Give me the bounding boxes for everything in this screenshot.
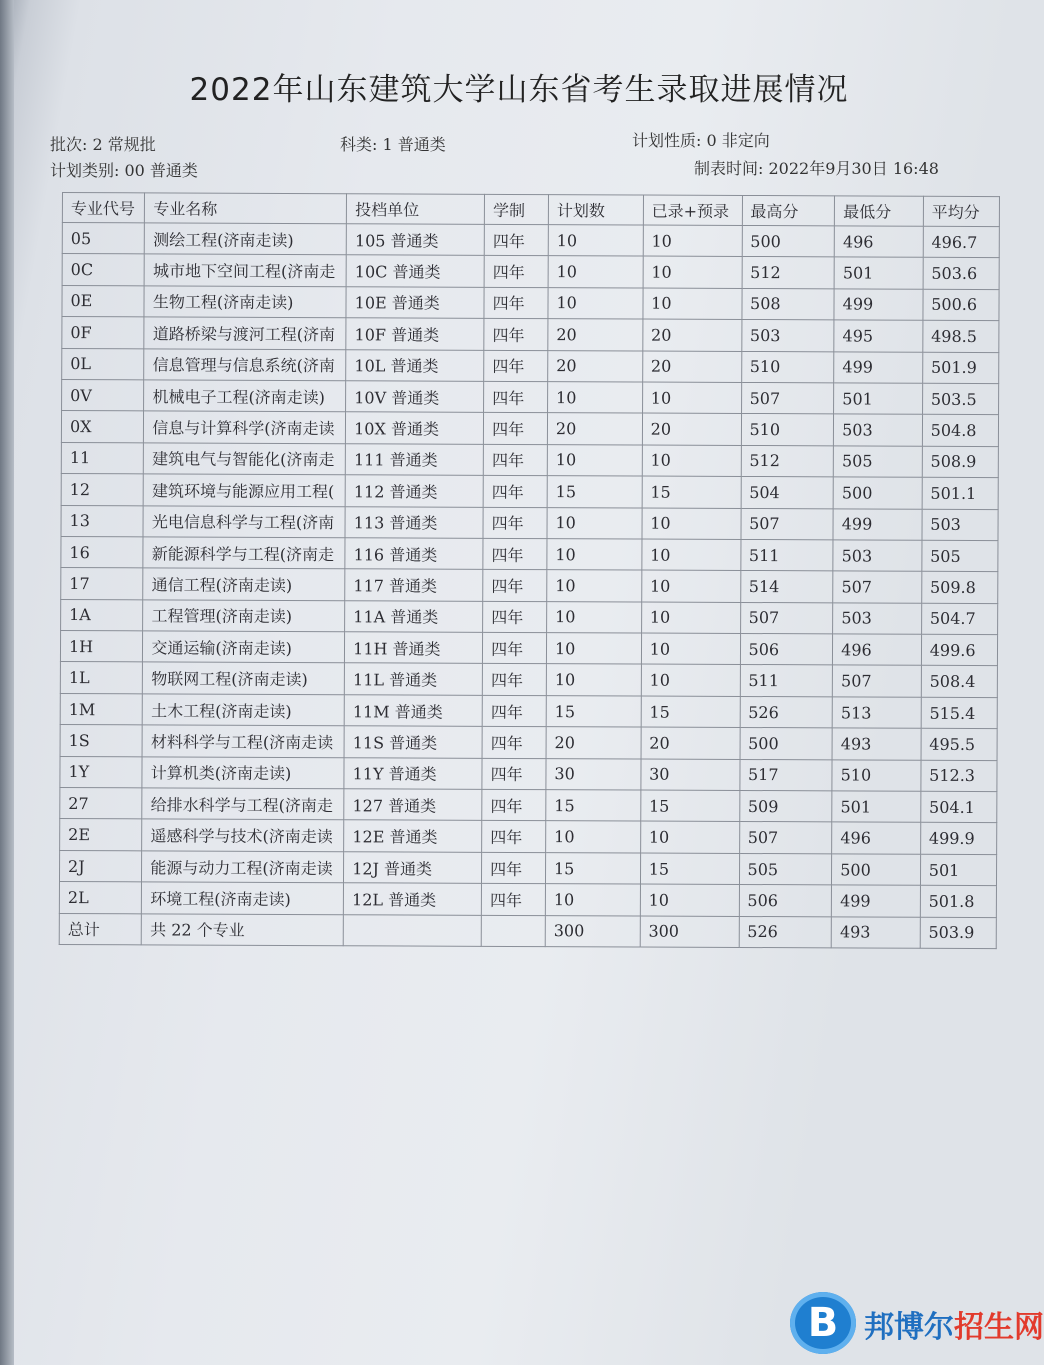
table-row bbox=[62, 379, 999, 414]
cell-name: 交通运输(济南走读) bbox=[143, 631, 345, 663]
logo-badge-icon: B bbox=[790, 1292, 856, 1354]
cell-avg: 512.3 bbox=[921, 760, 997, 792]
cell-unit: 113 普通类 bbox=[345, 506, 483, 538]
cell-admitted: 15 bbox=[640, 853, 739, 885]
cell-total-count: 共 22 个专业 bbox=[142, 913, 344, 945]
cell-plan: 10 bbox=[548, 256, 643, 288]
cell-min: 499 bbox=[833, 508, 922, 540]
cell-code: 16 bbox=[61, 536, 143, 568]
cell-admitted: 10 bbox=[642, 382, 741, 414]
cell-min: 495 bbox=[834, 320, 923, 352]
header-unit: 投档单位 bbox=[347, 194, 485, 225]
cell-admitted: 10 bbox=[640, 884, 739, 916]
cell-admitted: 10 bbox=[641, 665, 740, 697]
cell-name: 测绘工程(济南走读) bbox=[145, 223, 347, 255]
subject-info: 科类: 1 普通类 bbox=[340, 135, 446, 154]
cell-admitted: 10 bbox=[643, 256, 742, 288]
cell-min: 499 bbox=[834, 351, 923, 383]
cell-admitted: 20 bbox=[641, 727, 740, 759]
table-row bbox=[60, 662, 997, 697]
cell-avg: 499.9 bbox=[920, 823, 996, 855]
cell-avg: 504.7 bbox=[921, 603, 997, 635]
plan-category-info: 计划类别: 00 普通类 bbox=[50, 161, 198, 180]
cell-admitted: 10 bbox=[642, 539, 741, 571]
cell-plan: 10 bbox=[547, 539, 642, 571]
cell-code: 1L bbox=[60, 662, 142, 694]
cell-avg: 503 bbox=[922, 509, 998, 541]
cell-max: 526 bbox=[740, 696, 833, 728]
cell-duration: 四年 bbox=[483, 475, 547, 507]
cell-name: 给排水科学与工程(济南走 bbox=[142, 788, 344, 820]
cell-duration: 四年 bbox=[484, 413, 548, 445]
cell-admitted: 30 bbox=[641, 759, 740, 791]
cell-max: 514 bbox=[740, 571, 833, 603]
cell-name: 遥感科学与技术(济南走读 bbox=[142, 819, 344, 851]
cell-plan: 15 bbox=[546, 790, 641, 822]
cell-plan: 20 bbox=[548, 319, 643, 351]
cell-admitted: 15 bbox=[641, 696, 740, 728]
cell-avg: 503.5 bbox=[922, 383, 998, 415]
cell-name: 信息与计算科学(济南走读 bbox=[144, 411, 346, 443]
cell-max: 507 bbox=[739, 822, 832, 854]
cell-plan: 10 bbox=[545, 884, 640, 916]
cell-unit: 10F 普通类 bbox=[346, 318, 484, 350]
cell-max: 507 bbox=[740, 602, 833, 634]
cell-unit: 112 普通类 bbox=[345, 475, 483, 507]
cell-code: 0L bbox=[62, 348, 144, 380]
cell-avg: 495.5 bbox=[921, 729, 997, 761]
cell-unit: 10L 普通类 bbox=[346, 349, 484, 381]
batch-info: 批次: 2 常规批 bbox=[50, 135, 156, 154]
cell-max: 504 bbox=[741, 477, 834, 509]
cell-total-plan: 300 bbox=[545, 915, 640, 947]
cell-code: 1A bbox=[61, 599, 143, 631]
cell-min: 501 bbox=[834, 383, 923, 415]
cell-plan: 30 bbox=[546, 758, 641, 790]
table-row bbox=[62, 223, 999, 258]
cell-plan: 10 bbox=[548, 225, 643, 257]
cell-unit: 111 普通类 bbox=[345, 443, 483, 475]
cell-max: 511 bbox=[740, 665, 833, 697]
cell-max: 500 bbox=[740, 728, 833, 760]
cell-max: 508 bbox=[741, 288, 834, 320]
cell-unit: 10C 普通类 bbox=[346, 255, 484, 287]
cell-name: 材料科学与工程(济南走读 bbox=[142, 725, 344, 757]
cell-avg: 503.6 bbox=[923, 258, 999, 290]
cell-unit: 10V 普通类 bbox=[346, 381, 484, 413]
cell-duration: 四年 bbox=[482, 758, 546, 790]
header-code: 专业代号 bbox=[62, 193, 144, 223]
header-min: 最低分 bbox=[835, 196, 924, 226]
cell-min: 505 bbox=[833, 446, 922, 478]
cell-min: 500 bbox=[832, 854, 921, 886]
cell-max: 512 bbox=[742, 257, 835, 289]
cell-plan: 15 bbox=[545, 852, 640, 884]
cell-admitted: 10 bbox=[641, 633, 740, 665]
cell-unit: 12E 普通类 bbox=[344, 820, 482, 852]
cell-avg: 515.4 bbox=[921, 697, 997, 729]
logo-text-a: 邦博尔 bbox=[864, 1310, 954, 1345]
cell-total-label: 总计 bbox=[59, 913, 141, 945]
cell-duration: 四年 bbox=[482, 852, 546, 884]
cell-plan: 20 bbox=[548, 350, 643, 382]
table-row bbox=[61, 474, 998, 509]
cell-min: 499 bbox=[834, 289, 923, 321]
cell-duration: 四年 bbox=[482, 727, 546, 759]
table-row bbox=[62, 348, 999, 383]
cell-min: 510 bbox=[832, 760, 921, 792]
cell-code: 0V bbox=[62, 379, 144, 411]
cell-plan: 15 bbox=[547, 476, 642, 508]
table-header-row bbox=[62, 193, 999, 227]
cell-plan: 20 bbox=[546, 727, 641, 759]
admission-table bbox=[59, 192, 1000, 949]
cell-plan: 10 bbox=[547, 444, 642, 476]
cell-max: 510 bbox=[741, 351, 834, 383]
cell-min: 503 bbox=[833, 540, 922, 572]
header-max: 最高分 bbox=[742, 195, 835, 225]
cell-admitted: 10 bbox=[641, 602, 740, 634]
cell-admitted: 10 bbox=[642, 445, 741, 477]
cell-name: 物联网工程(济南走读) bbox=[143, 662, 345, 694]
cell-max: 512 bbox=[741, 445, 834, 477]
cell-code: 0X bbox=[61, 411, 143, 443]
cell-plan: 10 bbox=[546, 821, 641, 853]
cell-code: 1H bbox=[60, 631, 142, 663]
cell-total-min: 493 bbox=[831, 916, 920, 948]
cell-code: 0E bbox=[62, 285, 144, 317]
cell-total-avg: 503.9 bbox=[920, 917, 996, 949]
table-row bbox=[62, 254, 999, 289]
cell-plan: 10 bbox=[547, 570, 642, 602]
cell-name: 机械电子工程(济南走读) bbox=[144, 380, 346, 412]
cell-avg: 500.6 bbox=[923, 289, 999, 321]
cell-min: 496 bbox=[832, 822, 921, 854]
cell-duration: 四年 bbox=[483, 507, 547, 539]
cell-avg: 509.8 bbox=[921, 572, 997, 604]
table-row bbox=[61, 442, 998, 477]
cell-duration: 四年 bbox=[484, 224, 548, 256]
cell-duration: 四年 bbox=[483, 444, 547, 476]
cell-plan: 10 bbox=[546, 633, 641, 665]
cell-code: 0F bbox=[62, 317, 144, 349]
header-name: 专业名称 bbox=[145, 193, 347, 224]
cell-unit: 11Y 普通类 bbox=[344, 757, 482, 789]
cell-total-empty-unit bbox=[343, 914, 481, 946]
cell-duration: 四年 bbox=[481, 884, 545, 916]
cell-unit: 105 普通类 bbox=[346, 224, 484, 256]
cell-code: 05 bbox=[62, 223, 144, 255]
cell-name: 土木工程(济南走读) bbox=[143, 694, 345, 726]
table-total-row bbox=[59, 913, 996, 948]
paper-sheet bbox=[14, 0, 1044, 1365]
cell-min: 507 bbox=[832, 665, 921, 697]
cell-name: 计算机类(济南走读) bbox=[142, 756, 344, 788]
cell-min: 496 bbox=[834, 226, 923, 258]
cell-avg: 504.1 bbox=[920, 791, 996, 823]
cell-unit: 12J 普通类 bbox=[344, 852, 482, 884]
cell-admitted: 10 bbox=[642, 508, 741, 540]
cell-avg: 508.4 bbox=[921, 666, 997, 698]
cell-unit: 11A 普通类 bbox=[345, 600, 483, 632]
cell-admitted: 15 bbox=[642, 476, 741, 508]
cell-name: 新能源科学与工程(济南走 bbox=[143, 537, 345, 569]
cell-code: 12 bbox=[61, 474, 143, 506]
cell-duration: 四年 bbox=[483, 632, 547, 664]
cell-plan: 10 bbox=[547, 601, 642, 633]
cell-duration: 四年 bbox=[483, 601, 547, 633]
cell-name: 光电信息科学与工程(济南 bbox=[143, 505, 345, 537]
cell-min: 501 bbox=[832, 791, 921, 823]
cell-admitted: 10 bbox=[643, 288, 742, 320]
cell-unit: 10E 普通类 bbox=[346, 287, 484, 319]
cell-code: 2L bbox=[59, 882, 141, 914]
cell-plan: 15 bbox=[546, 695, 641, 727]
cell-max: 500 bbox=[742, 225, 835, 257]
cell-duration: 四年 bbox=[484, 256, 548, 288]
watermark-logo bbox=[790, 1288, 1044, 1358]
table-row bbox=[59, 882, 996, 917]
table-row bbox=[61, 599, 998, 634]
cell-admitted: 20 bbox=[642, 413, 741, 445]
cell-duration: 四年 bbox=[482, 664, 546, 696]
cell-avg: 501 bbox=[920, 854, 996, 886]
table-row bbox=[62, 285, 999, 320]
cell-max: 517 bbox=[739, 759, 832, 791]
cell-duration: 四年 bbox=[483, 538, 547, 570]
cell-min: 496 bbox=[833, 634, 922, 666]
cell-code: 0C bbox=[62, 254, 144, 286]
cell-avg: 505 bbox=[922, 540, 998, 572]
table-row bbox=[60, 819, 997, 854]
cell-unit: 11L 普通类 bbox=[344, 663, 482, 695]
cell-total-max: 526 bbox=[739, 916, 832, 948]
cell-name: 城市地下空间工程(济南走 bbox=[144, 254, 346, 286]
cell-min: 499 bbox=[832, 885, 921, 917]
cell-code: 2J bbox=[59, 850, 141, 882]
cell-admitted: 20 bbox=[643, 319, 742, 351]
cell-name: 生物工程(济南走读) bbox=[144, 286, 346, 318]
cell-name: 工程管理(济南走读) bbox=[143, 600, 345, 632]
document-title: 2022年山东建筑大学山东省考生录取进展情况 bbox=[189, 72, 849, 108]
cell-admitted: 10 bbox=[643, 225, 742, 257]
cell-total-admitted: 300 bbox=[640, 916, 739, 948]
logo-text-b: 招生网 bbox=[954, 1310, 1044, 1345]
cell-duration: 四年 bbox=[484, 350, 548, 382]
cell-max: 511 bbox=[740, 539, 833, 571]
cell-unit: 12L 普通类 bbox=[344, 883, 482, 915]
cell-name: 环境工程(济南走读) bbox=[142, 882, 344, 914]
cell-max: 505 bbox=[739, 853, 832, 885]
cell-admitted: 15 bbox=[640, 790, 739, 822]
cell-total-empty-duration bbox=[481, 915, 545, 947]
made-time-info: 制表时间: 2022年9月30日 16:48 bbox=[694, 159, 939, 178]
cell-name: 信息管理与信息系统(济南 bbox=[144, 348, 346, 380]
cell-min: 493 bbox=[832, 728, 921, 760]
cell-max: 510 bbox=[741, 414, 834, 446]
cell-unit: 11S 普通类 bbox=[344, 726, 482, 758]
cell-avg: 501.8 bbox=[920, 885, 996, 917]
cell-max: 506 bbox=[739, 885, 832, 917]
table-row bbox=[60, 788, 997, 823]
cell-duration: 四年 bbox=[484, 381, 548, 413]
cell-avg: 496.7 bbox=[923, 226, 999, 258]
cell-unit: 11H 普通类 bbox=[345, 632, 483, 664]
header-avg: 平均分 bbox=[923, 196, 999, 226]
cell-unit: 127 普通类 bbox=[344, 789, 482, 821]
cell-admitted: 10 bbox=[641, 570, 740, 602]
cell-unit: 10X 普通类 bbox=[346, 412, 484, 444]
table-row bbox=[59, 850, 996, 885]
table-row bbox=[60, 725, 997, 760]
cell-max: 503 bbox=[741, 320, 834, 352]
cell-code: 27 bbox=[60, 788, 142, 820]
cell-code: 17 bbox=[61, 568, 143, 600]
cell-duration: 四年 bbox=[484, 287, 548, 319]
logo-text bbox=[864, 1302, 1044, 1346]
cell-max: 507 bbox=[741, 508, 834, 540]
cell-avg: 504.8 bbox=[922, 415, 998, 447]
table-row bbox=[60, 631, 997, 666]
cell-duration: 四年 bbox=[482, 821, 546, 853]
table-row bbox=[61, 411, 998, 446]
cell-min: 501 bbox=[834, 257, 923, 289]
cell-plan: 10 bbox=[546, 664, 641, 696]
table-row bbox=[61, 568, 998, 603]
cell-avg: 501.1 bbox=[922, 477, 998, 509]
cell-avg: 498.5 bbox=[923, 320, 999, 352]
cell-max: 507 bbox=[741, 382, 834, 414]
cell-admitted: 20 bbox=[642, 351, 741, 383]
table-row bbox=[61, 536, 998, 571]
table-row bbox=[60, 756, 997, 791]
cell-max: 506 bbox=[740, 634, 833, 666]
table-row bbox=[61, 505, 998, 540]
page-shadow-edge bbox=[0, 0, 14, 1365]
cell-unit: 117 普通类 bbox=[345, 569, 483, 601]
cell-name: 通信工程(济南走读) bbox=[143, 568, 345, 600]
cell-unit: 116 普通类 bbox=[345, 538, 483, 570]
cell-code: 11 bbox=[61, 442, 143, 474]
cell-min: 503 bbox=[834, 414, 923, 446]
cell-unit: 11M 普通类 bbox=[344, 695, 482, 727]
cell-min: 507 bbox=[833, 571, 922, 603]
header-duration: 学制 bbox=[485, 194, 549, 224]
cell-min: 513 bbox=[832, 697, 921, 729]
cell-avg: 501.9 bbox=[922, 352, 998, 384]
cell-duration: 四年 bbox=[484, 319, 548, 351]
cell-min: 503 bbox=[833, 603, 922, 635]
cell-plan: 10 bbox=[548, 287, 643, 319]
cell-name: 道路桥梁与渡河工程(济南 bbox=[144, 317, 346, 349]
plan-nature-info: 计划性质: 0 非定向 bbox=[632, 131, 770, 150]
cell-avg: 508.9 bbox=[922, 446, 998, 478]
cell-duration: 四年 bbox=[483, 570, 547, 602]
cell-plan: 10 bbox=[547, 507, 642, 539]
header-plan: 计划数 bbox=[548, 195, 643, 225]
cell-max: 509 bbox=[739, 790, 832, 822]
cell-code: 2E bbox=[60, 819, 142, 851]
cell-plan: 20 bbox=[547, 413, 642, 445]
cell-duration: 四年 bbox=[482, 789, 546, 821]
cell-min: 500 bbox=[833, 477, 922, 509]
table-row bbox=[62, 317, 999, 352]
header-admitted: 已录+预录 bbox=[643, 195, 742, 225]
cell-code: 13 bbox=[61, 505, 143, 537]
cell-code: 1M bbox=[60, 693, 142, 725]
cell-avg: 499.6 bbox=[921, 634, 997, 666]
cell-name: 建筑电气与智能化(济南走 bbox=[144, 443, 346, 475]
table-row bbox=[60, 693, 997, 728]
cell-code: 1S bbox=[60, 725, 142, 757]
cell-name: 建筑环境与能源应用工程( bbox=[143, 474, 345, 506]
cell-duration: 四年 bbox=[482, 695, 546, 727]
cell-admitted: 10 bbox=[640, 821, 739, 853]
cell-plan: 10 bbox=[548, 382, 643, 414]
cell-code: 1Y bbox=[60, 756, 142, 788]
cell-name: 能源与动力工程(济南走读 bbox=[142, 851, 344, 883]
